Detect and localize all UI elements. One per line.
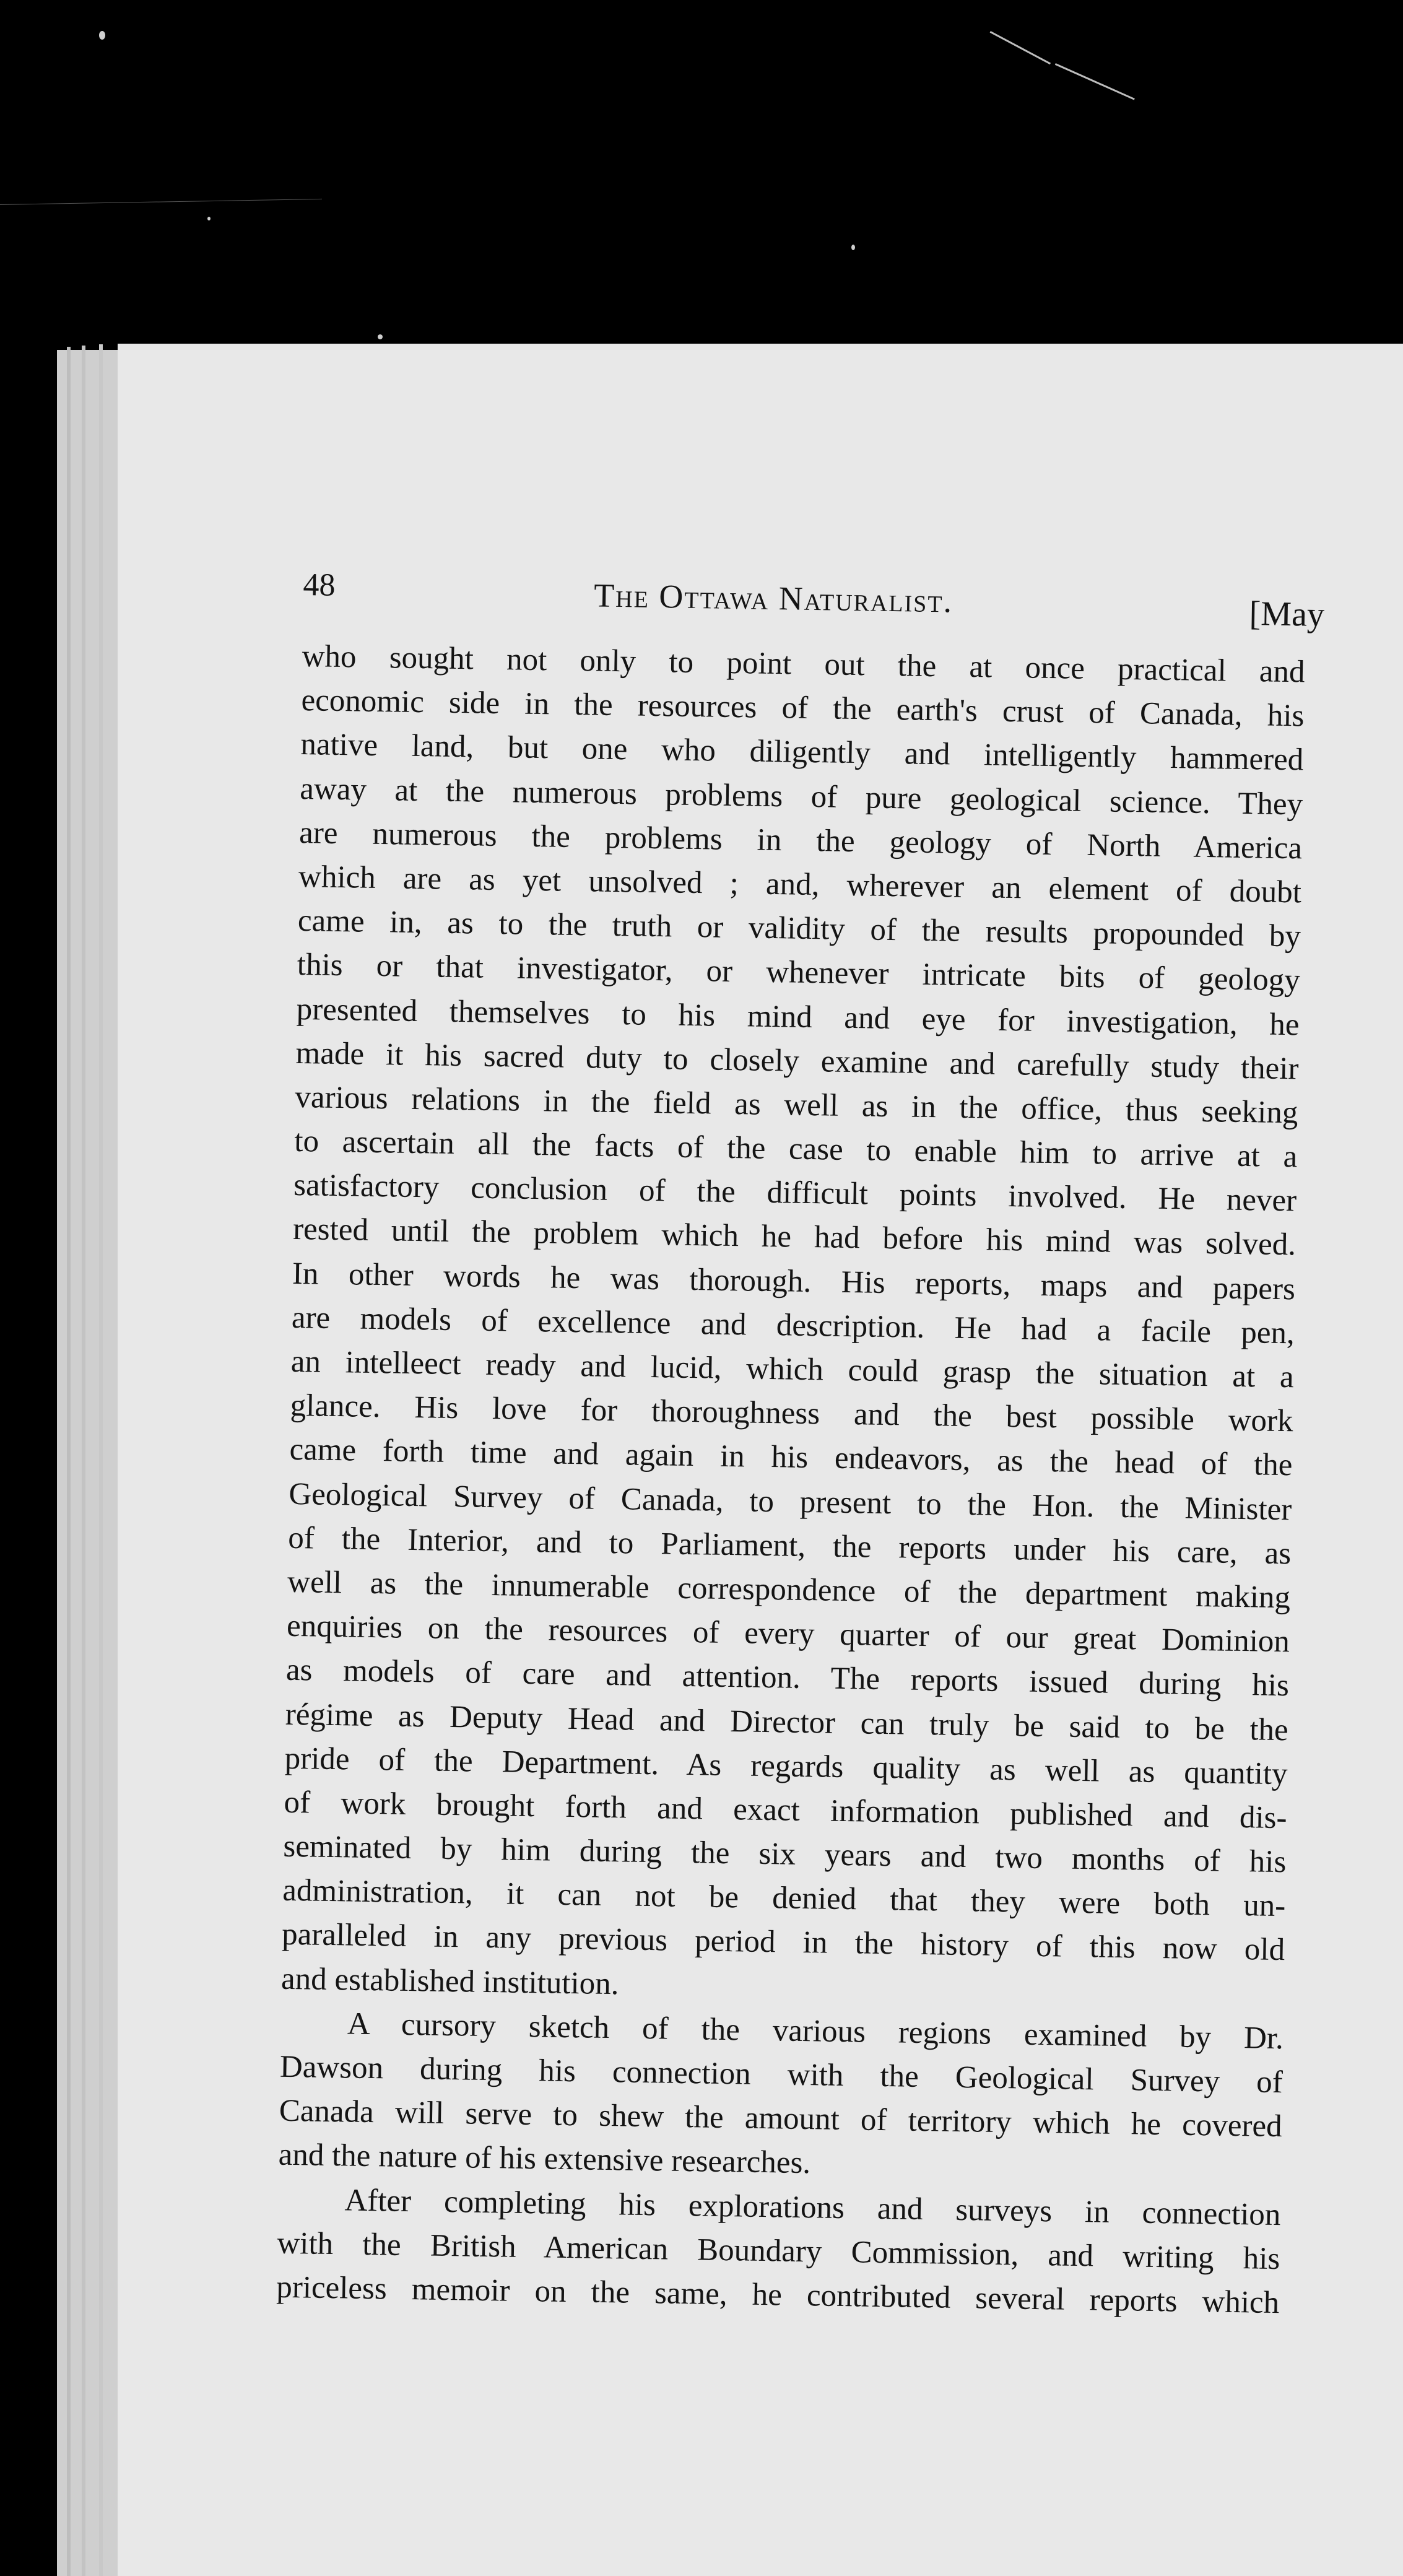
text-line: an intelleect ready and lucid, which could grasp the situation at a: [290, 1344, 1295, 1395]
text-line: régime as Deputy Head and Director can truly be said to be the: [285, 1697, 1289, 1747]
text-line: made it his sacred duty to closely examine and carefully study their: [295, 1035, 1299, 1087]
text-line: rested until the problem which he had before his mind was solved.: [292, 1212, 1297, 1263]
text-line: native land, but one who diligently and intelligently hammered: [300, 727, 1304, 778]
paragraph-3: [276, 2177, 1281, 2325]
text-line: came in, as to the truth or validity of the results propounded by: [297, 903, 1301, 954]
scratch-mark: [1055, 63, 1135, 100]
text-line: various relations in the field as well as in the office, thus seeking: [295, 1079, 1298, 1131]
scratch-mark: [990, 31, 1051, 64]
text-line: this or that investigator, or whenever intricate bits of geology: [297, 947, 1301, 998]
text-line: of the Interior, and to Parliament, the reports under his care, as: [287, 1520, 1292, 1571]
text-line: to ascertain all the facts of the case to enable him to arrive at a: [293, 1123, 1298, 1175]
text-line: came forth time and again in his endeavors, as the head of the: [289, 1432, 1293, 1483]
text-line: as models of care and attention. The reports issued during his: [285, 1653, 1290, 1704]
page-edge: [57, 350, 119, 2576]
dust-speck: [99, 31, 105, 40]
text-line: and the nature of his extensive researches.: [278, 2138, 811, 2181]
text-line: of work brought forth and exact information published and dis-: [284, 1785, 1287, 1836]
page-text: [276, 567, 1325, 2325]
dust-speck: [207, 217, 211, 220]
text-line: Geological Survey of Canada, to present to the Hon. the Minister: [289, 1476, 1292, 1527]
page-edge: [82, 346, 85, 2576]
page-edge: [99, 344, 103, 2576]
text-line: presented themselves to his mind and eye for investigation, he: [296, 991, 1300, 1042]
text-line: Dawson during his connection with the Geological Survey of: [279, 2049, 1284, 2100]
page-number: 48: [303, 567, 336, 603]
page-edge: [67, 347, 71, 2576]
text-line: are models of excellence and description. He had a facile pen,: [291, 1300, 1295, 1351]
text-line: administration, it can not be denied that they were both un-: [282, 1873, 1286, 1924]
paragraph-1: [281, 635, 1305, 2017]
text-line: seminated by him during the six years and two months of his: [283, 1829, 1287, 1880]
text-line: priceless memoir on the same, he contributed several reports which: [276, 2269, 1280, 2321]
text-line: who sought not only to point out the at once practical and: [302, 638, 1305, 690]
text-line: economic side in the resources of the earth's crust of Canada, his: [301, 683, 1305, 734]
text-line: are numerous the problems in the geology of North America: [298, 815, 1303, 866]
dust-speck: [851, 245, 855, 250]
text-line: which are as yet unsolved ; and, wherever an element of doubt: [298, 859, 1302, 910]
text-line: well as the innumerable correspondence of the department making: [287, 1564, 1291, 1616]
scratch-mark: [0, 199, 322, 205]
book-page: [118, 344, 1403, 2576]
text-line: pride of the Department. As regards quality as well as quantity: [284, 1741, 1288, 1791]
text-line: satisfactory conclusion of the difficult points involved. He never: [293, 1168, 1297, 1219]
dust-speck: [378, 334, 383, 339]
issue-month: [May: [1249, 594, 1325, 634]
text-line: paralleled in any previous period in the history of this now old: [281, 1917, 1285, 1968]
text-line: In other words he was thorough. His reports, maps and papers: [292, 1256, 1296, 1307]
text-line: After completing his explorations and surveys in connection: [344, 2182, 1281, 2232]
text-line: A cursory sketch of the various regions examined by Dr.: [347, 2006, 1284, 2056]
text-line: enquiries on the resources of every quarter of our great Dominion: [286, 1608, 1290, 1660]
journal-title: The Ottawa Naturalist.: [593, 577, 953, 620]
text-line: with the British American Boundary Commission, and writing his: [277, 2226, 1280, 2276]
text-line: and established institution.: [280, 1961, 619, 2001]
text-line: away at the numerous problems of pure geological science. They: [299, 771, 1303, 822]
text-line: glance. His love for thoroughness and the best possible work: [290, 1388, 1293, 1439]
text-line: Canada will serve to shew the amount of territory which he covered: [279, 2093, 1283, 2144]
paragraph-2: [278, 2001, 1284, 2193]
